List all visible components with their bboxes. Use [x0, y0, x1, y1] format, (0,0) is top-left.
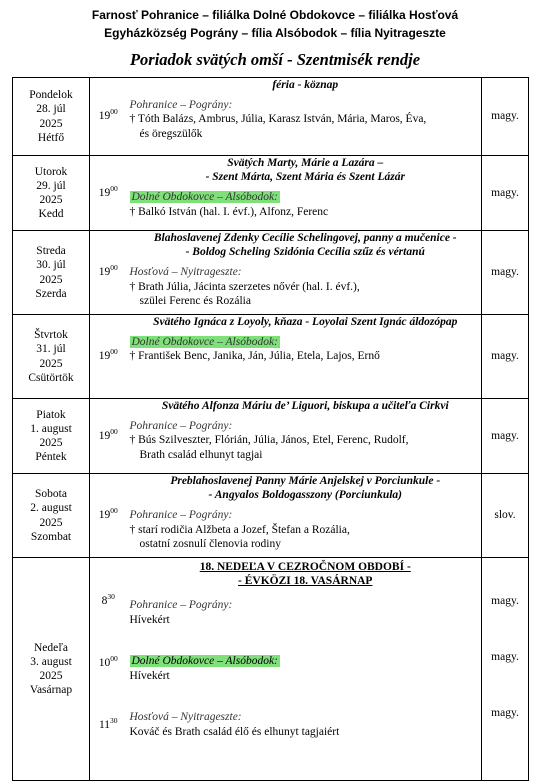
time-minute: 00 [110, 183, 118, 193]
feast-line: Svätých Marty, Márie a Lazára – [227, 157, 384, 169]
time-hour: 19 [98, 110, 111, 123]
content-cell [127, 315, 482, 399]
year: 2025 [39, 194, 63, 206]
language-note: magy. [491, 707, 519, 719]
parish-label: Pohranice – Pográny: [129, 599, 233, 612]
parish-label: Hosťová – Nyitrageszte: [129, 266, 242, 279]
year: 2025 [39, 516, 63, 529]
intention-line: Hívekért [129, 669, 170, 682]
intention-line: † František Benc, Janika, Ján, Júlia, Etela, Lajos, Ernő [129, 350, 380, 363]
time-minute: 00 [110, 506, 118, 516]
date: 1. august [30, 422, 72, 435]
year: 2025 [39, 437, 63, 449]
day-cell [13, 78, 90, 156]
language-note: slov. [482, 474, 529, 558]
language-note: magy. [491, 651, 519, 663]
day-name-hu: Kedd [38, 208, 64, 221]
year: 2025 [39, 117, 63, 130]
parish-label: Pohranice – Pográny: [129, 420, 233, 433]
time-minute: 00 [110, 426, 118, 436]
table-row [13, 558, 529, 781]
year: 2025 [39, 357, 63, 370]
day-name-sk: Štvrtok [34, 329, 68, 342]
year: 2025 [39, 273, 63, 286]
page-title: Poriadok svätých omší - Szentmisék rendje [129, 50, 421, 69]
day-name-hu: Vasárnap [29, 684, 73, 697]
parish-label: Hosťová – Nyitrageszte: [129, 711, 242, 724]
table-row [13, 231, 529, 315]
day-cell [13, 156, 90, 231]
day-cell [13, 399, 90, 474]
intention-line: és öregszülők [139, 127, 203, 140]
time-cell [90, 231, 127, 315]
feast-line: - Angyalos Boldogasszony (Porciunkula) [208, 489, 402, 502]
mass-schedule-table [12, 77, 529, 781]
intention-line: ostatní zosnulí členovia rodiny [139, 537, 281, 550]
intention-line: † Balkó István (hal. I. évf.), Alfonz, Ferenc [129, 205, 329, 218]
time-minute: 00 [110, 107, 118, 117]
language-note: magy. [482, 78, 529, 156]
table-row [13, 399, 529, 474]
date: 29. júl [36, 179, 66, 192]
language-note: magy. [482, 315, 529, 399]
intention-line: † starí rodičia Alžbeta a Jozef, Štefan a Rozália, [129, 523, 350, 536]
day-name-sk: Utorok [34, 165, 68, 178]
time-cell [90, 399, 127, 474]
day-name-sk: Piatok [36, 408, 66, 421]
table-row [13, 474, 529, 558]
year: 2025 [39, 670, 63, 682]
time-hour: 19 [98, 350, 111, 363]
table-row [13, 156, 529, 231]
feast-line: - ÉVKÖZI 18. VASÁRNAP [238, 575, 373, 588]
time-minute: 00 [110, 263, 118, 273]
feast-line: Preblahoslavenej Panny Márie Anjelskej v Porciunkule - [170, 475, 441, 487]
day-name-hu: Szerda [35, 287, 67, 300]
time-hour: 8 [101, 595, 108, 607]
feast-line: - Boldog Scheling Szidónia Cecília szűz és vértanú [185, 246, 425, 259]
language-note-cell [482, 558, 529, 781]
day-name-hu: Hétfő [37, 131, 65, 144]
parish-label: Pohranice – Pográny: [129, 509, 233, 522]
date: 2. august [30, 502, 72, 515]
header-line-1: Farnosť Pohranice – filiálka Dolné Obdokovce – filiálka Hosťová [91, 8, 459, 22]
language-note: magy. [482, 399, 529, 474]
parish-label-highlighted: Dolné Obdokovce – Alsóbodok: [131, 191, 278, 204]
content-cell [127, 231, 482, 315]
time-cell [90, 558, 127, 781]
language-note: magy. [482, 231, 529, 315]
feast-line: - Szent Márta, Szent Mária és Szent Lázár [205, 171, 405, 184]
feast-line: Svätého Ignáca z Loyoly, kňaza - Loyolai Szent Ignác áldozópap [153, 316, 458, 328]
time-cell [90, 78, 127, 156]
date: 30. júl [36, 259, 66, 272]
day-cell [13, 231, 90, 315]
time-minute: 00 [110, 347, 118, 357]
intention-line: † Brath Júlia, Jácinta szerzetes nővér (hal. I. évf.), [129, 280, 360, 293]
feast-line: Svätého Alfonza Máriu de’ Liguori, biskupa a učiteľa Cirkvi [161, 400, 449, 412]
intention-line: Kováč és Brath család élő és elhunyt tagjaiért [129, 725, 340, 738]
day-cell [13, 474, 90, 558]
intention-line: szülei Ferenc és Rozália [139, 294, 251, 307]
time-hour: 19 [98, 266, 111, 279]
table-row [13, 315, 529, 399]
day-name-sk: Streda [36, 245, 66, 258]
intention-line: Hívekért [129, 613, 170, 626]
intention-line: † Bús Szilveszter, Flórián, Júlia, János, Etel, Ferenc, Rudolf, [129, 434, 409, 447]
feast-line: 18. NEDEĽA V CEZROČNOM OBDOBÍ - [199, 561, 411, 573]
time-hour: 19 [98, 509, 111, 522]
feast-line: féria - köznap [272, 79, 339, 91]
time-hour: 10 [98, 657, 111, 669]
date: 3. august [30, 655, 72, 668]
content-cell [127, 399, 482, 474]
time-hour: 19 [98, 429, 111, 442]
parish-label-highlighted: Dolné Obdokovce – Alsóbodok: [131, 336, 278, 349]
time-minute: 30 [110, 716, 118, 725]
feast-line: Blahoslavenej Zdenky Cecílie Schelingovej, panny a mučenice - [153, 232, 457, 244]
time-hour: 19 [98, 186, 111, 199]
language-note: magy. [491, 595, 519, 607]
language-note: magy. [482, 156, 529, 231]
content-cell [127, 558, 482, 781]
day-cell [13, 315, 90, 399]
day-name-hu: Péntek [35, 451, 67, 464]
day-name-hu: Szombat [30, 530, 72, 543]
day-name-sk: Sobota [35, 488, 67, 501]
time-minute: 00 [110, 654, 118, 663]
time-cell [90, 474, 127, 558]
content-cell [127, 78, 482, 156]
intention-line: † Tóth Balázs, Ambrus, Júlia, Karasz István, Mária, Maros, Éva, [129, 113, 427, 126]
content-cell [127, 474, 482, 558]
header-line-2: Egyházközség Pográny – fília Alsóbodok – fília Nyitrageszte [104, 26, 446, 40]
intention-line: Brath család elhunyt tagjai [139, 448, 263, 461]
time-minute: 30 [107, 592, 115, 601]
date: 28. júl [36, 103, 66, 116]
date: 31. júl [36, 343, 66, 356]
day-name-sk: Nedeľa [33, 641, 69, 654]
parish-label-highlighted: Dolné Obdokovce – Alsóbodok: [131, 655, 278, 668]
day-name-sk: Pondelok [29, 89, 73, 102]
parish-label: Pohranice – Pográny: [129, 99, 233, 112]
time-cell [90, 156, 127, 231]
time-hour: 11 [98, 719, 111, 731]
time-cell [90, 315, 127, 399]
day-name-hu: Csütörtök [28, 371, 74, 384]
day-cell [13, 558, 90, 781]
content-cell [127, 156, 482, 231]
table-row [13, 78, 529, 156]
